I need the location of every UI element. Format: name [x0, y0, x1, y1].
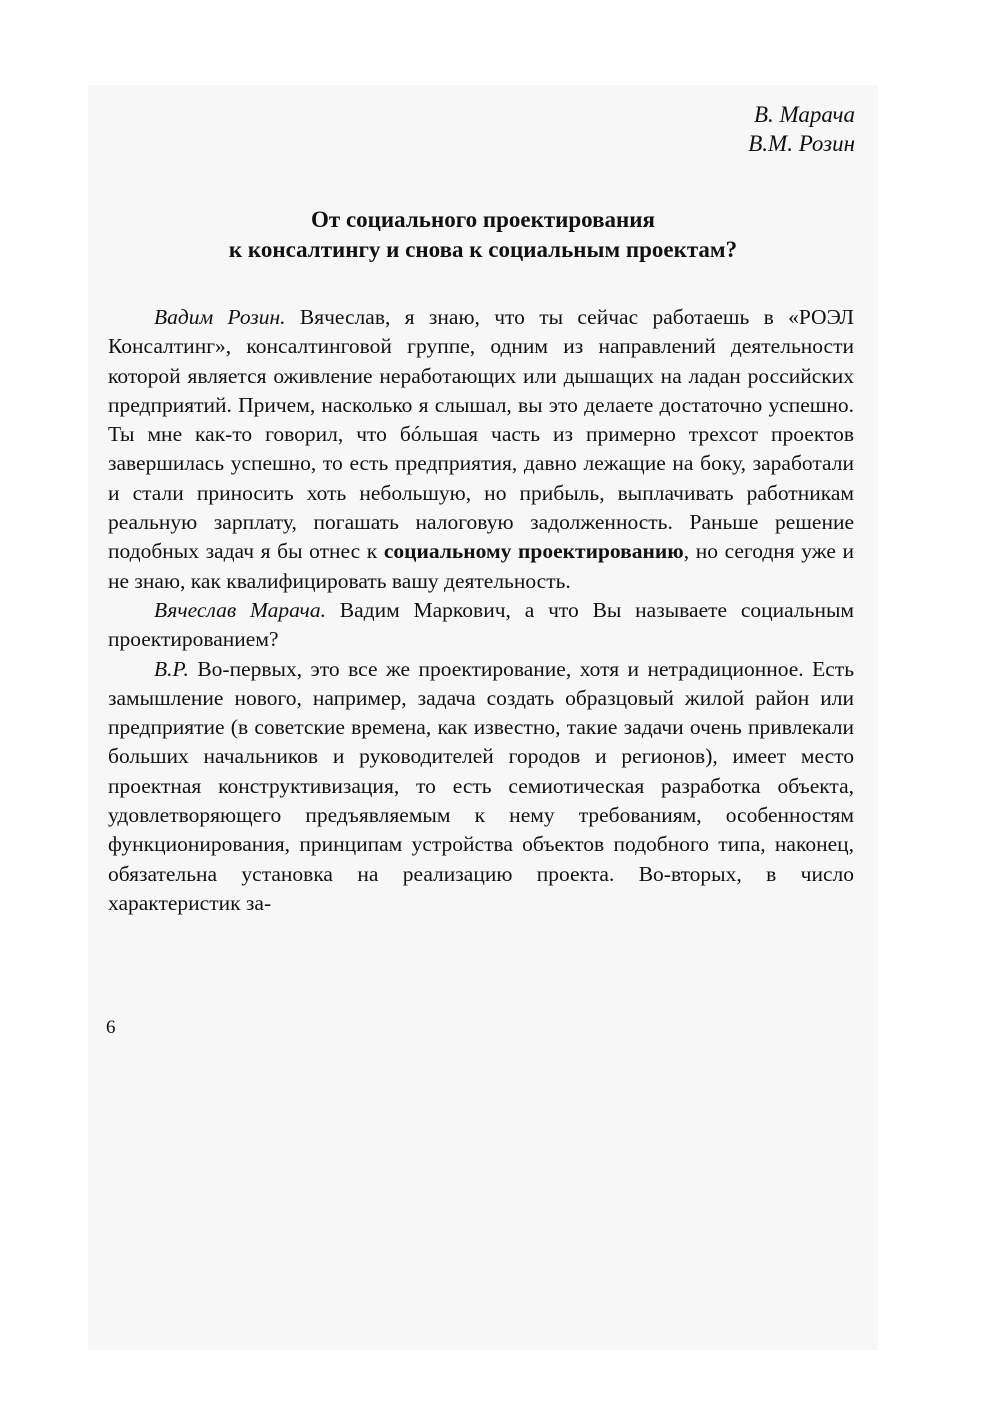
speaker-name: Вадим Розин.	[154, 305, 286, 329]
bold-term: социальному проектированию	[383, 539, 684, 564]
speaker-name: В.Р.	[154, 656, 189, 681]
authors-block	[748, 100, 855, 158]
paragraph-text: Во-первых, это все же проектирование, хотя и нетрадиционное. Есть замышление нового, например, задача создать образцовый жилой район или предприятие (в советские времена, как известно, такие задачи очень привлекали больших начальников и руководителей городов и регионов), имеет место проектная конструктивизация, то есть семиотическая разработка объекта, удовлетворяющего предъявляемым к нему требованиям, особенностям функционирования, принципам устройства объектов подобного типа, наконец, обязательна установка на реализацию проекта. Во-вторых, в число характеристик за-	[108, 656, 854, 915]
article-title	[108, 205, 858, 265]
speaker-name: Вячеслав Марача.	[154, 597, 326, 622]
paragraph	[108, 303, 854, 596]
paragraph	[108, 655, 854, 919]
title-line: От социального проектирования	[311, 207, 655, 232]
paragraph	[108, 596, 854, 655]
title-line: к консалтингу и снова к социальным проектам?	[228, 237, 738, 262]
paragraph-text: Вячеслав, я знаю, что ты сейчас работаешь в «РОЭЛ Консалтинг», консалтинговой группе, одним из направлений деятельности которой является оживление неработающих или дышащих на ладан российских предприятий. Причем, насколько я слышал, вы это делаете достаточно успешно. Ты мне как-то говорил, что бóльшая часть из примерно трехсот проектов завершилась успешно, то есть предприятия, давно лежащие на боку, заработали и стали приносить хоть небольшую, но прибыль, выплачивать работникам реальную зарплату, погашать налоговую задолженность. Раньше решение подобных задач я бы отнес к	[108, 305, 854, 564]
paragraph-text: Вадим Маркович, а что Вы называете социальным проектированием?	[108, 597, 854, 652]
article-body	[108, 303, 854, 918]
page-number: 6	[106, 1017, 116, 1038]
author-name: В. Марача	[753, 102, 855, 127]
paragraph-text: , но сегодня уже и не знаю, как квалифицировать вашу деятельность.	[108, 539, 854, 593]
author-name: В.М. Розин	[748, 131, 855, 156]
